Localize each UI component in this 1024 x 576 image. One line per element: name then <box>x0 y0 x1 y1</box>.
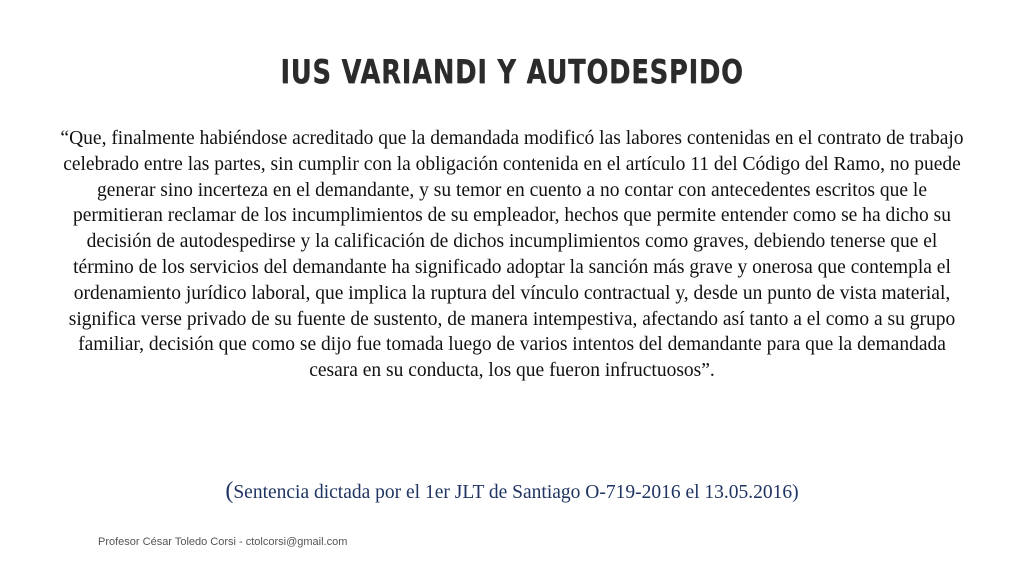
quote-paragraph: “Que, finalmente habiéndose acreditado que la demandada modificó las labores contenidas en el contrato de trabajo celebrado entre las partes, sin cumplir con la obligación contenida en el artículo 11 del Código del Ramo, no puede generar sino incerteza en el demandante, y su temor en cuento a no contar con antecedentes escritos que le permitieran reclamar de los incumplimientos de su empleador, hechos que permite entender como se ha dicho su decisión de autodespedirse y la calificación de dichos incumplimientos como graves, debiendo tenerse que el término de los servicios del demandante ha significado adoptar la sanción más grave y onerosa que contempla el ordenamiento jurídico laboral, que implica la ruptura del vínculo contractual y, desde un punto de vista material, significa verse privado de su fuente de sustento, de manera intempestiva, afectando así tanto a el como a su grupo familiar, decisión que como se dijo fue tomada luego de varios intentos del demandante para que la demandada cesara en su conducta, los que fueron infructuosos”. <box>60 128 964 382</box>
citation <box>0 478 1024 505</box>
citation-open-paren: ( <box>225 478 234 504</box>
footer-credit: Profesor César Toledo Corsi - ctolcorsi@gmail.com <box>98 536 348 548</box>
citation-text: Sentencia dictada por el 1er JLT de Santiago O-719-2016 el 13.05.2016) <box>233 482 799 503</box>
slide-title: IUS VARIANDI Y AUTODESPIDO <box>280 52 744 91</box>
